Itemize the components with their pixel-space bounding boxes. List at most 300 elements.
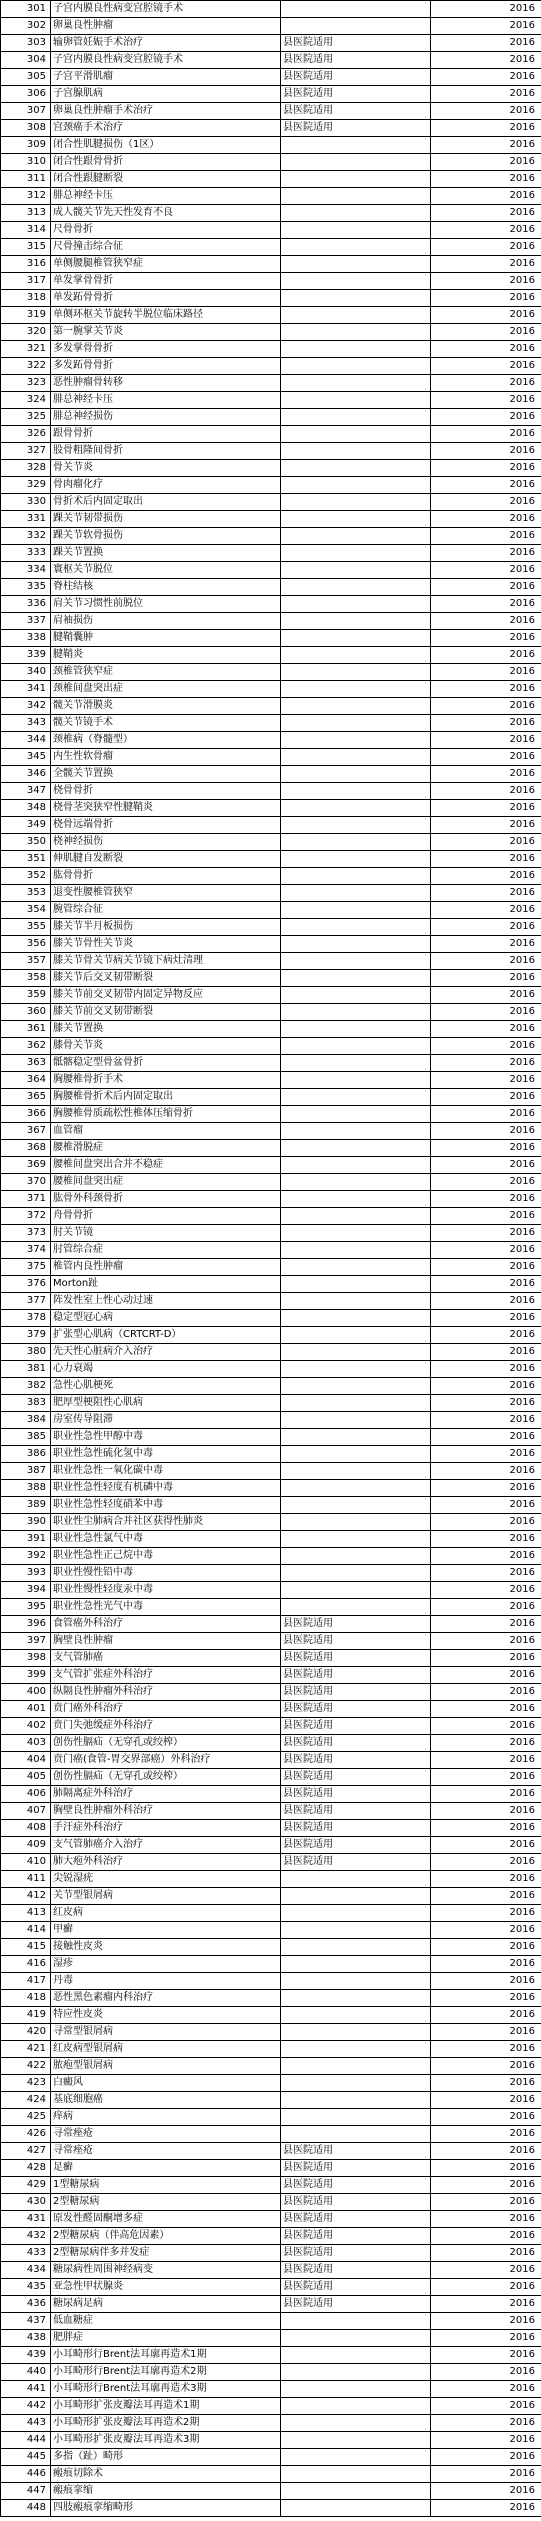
year: 2016	[431, 1667, 541, 1684]
pathway-name: 食管癌外科治疗	[51, 1616, 281, 1633]
table-row	[1, 511, 541, 528]
pathway-name: 职业性急性轻度有机磷中毒	[51, 1480, 281, 1497]
table-row	[1, 188, 541, 205]
table-row	[1, 1752, 541, 1769]
year: 2016	[431, 834, 541, 851]
pathway-name: 单发跖骨骨折	[51, 290, 281, 307]
year: 2016	[431, 664, 541, 681]
pathway-name: 膝关节骨关节病关节镜下病灶清理	[51, 953, 281, 970]
table-row	[1, 613, 541, 630]
row-number: 447	[1, 2483, 51, 2500]
table-row	[1, 1412, 541, 1429]
pathway-name: 小耳畸形扩张皮瓣法耳再造术1期	[51, 2398, 281, 2415]
year: 2016	[431, 1599, 541, 1616]
pathway-name: 腱鞘炎	[51, 647, 281, 664]
year: 2016	[431, 1514, 541, 1531]
row-number: 389	[1, 1497, 51, 1514]
table-row	[1, 409, 541, 426]
pathway-name: 桡神经损伤	[51, 834, 281, 851]
year: 2016	[431, 2330, 541, 2347]
pathway-name: 椎管内良性肿瘤	[51, 1259, 281, 1276]
table-row	[1, 1548, 541, 1565]
row-number: 445	[1, 2449, 51, 2466]
row-number: 397	[1, 1633, 51, 1650]
row-number: 331	[1, 511, 51, 528]
applicability-note	[281, 1055, 431, 1072]
year: 2016	[431, 2024, 541, 2041]
row-number: 306	[1, 86, 51, 103]
year: 2016	[431, 1429, 541, 1446]
row-number: 430	[1, 2194, 51, 2211]
pathway-name: 骶髂稳定型骨盆骨折	[51, 1055, 281, 1072]
table-row	[1, 2160, 541, 2177]
row-number: 356	[1, 936, 51, 953]
row-number: 442	[1, 2398, 51, 2415]
year: 2016	[431, 1225, 541, 1242]
row-number: 355	[1, 919, 51, 936]
row-number: 352	[1, 868, 51, 885]
row-number: 369	[1, 1157, 51, 1174]
table-row	[1, 868, 541, 885]
applicability-note	[281, 766, 431, 783]
table-row	[1, 698, 541, 715]
pathway-name: 小耳畸形扩张皮瓣法耳再造术2期	[51, 2415, 281, 2432]
table-row	[1, 2228, 541, 2245]
pathway-name: 全髋关节置换	[51, 766, 281, 783]
year: 2016	[431, 1276, 541, 1293]
applicability-note: 县医院适用	[281, 2143, 431, 2160]
table-row	[1, 154, 541, 171]
pathway-name: 职业性急性一氧化碳中毒	[51, 1463, 281, 1480]
table-row	[1, 1344, 541, 1361]
applicability-note	[281, 1905, 431, 1922]
applicability-note: 县医院适用	[281, 1701, 431, 1718]
row-number: 382	[1, 1378, 51, 1395]
row-number: 304	[1, 52, 51, 69]
year: 2016	[431, 2313, 541, 2330]
table-row	[1, 1089, 541, 1106]
applicability-note	[281, 817, 431, 834]
row-number: 345	[1, 749, 51, 766]
row-number: 400	[1, 1684, 51, 1701]
row-number: 408	[1, 1820, 51, 1837]
pathway-name: 胸壁良性肿瘤	[51, 1633, 281, 1650]
pathway-name: 骨折术后内固定取出	[51, 494, 281, 511]
pathway-name: 多发跖骨骨折	[51, 358, 281, 375]
table-row	[1, 630, 541, 647]
year: 2016	[431, 2143, 541, 2160]
row-number: 330	[1, 494, 51, 511]
year: 2016	[431, 1837, 541, 1854]
table-row	[1, 1718, 541, 1735]
pathway-name: 膝关节骨性关节炎	[51, 936, 281, 953]
applicability-note: 县医院适用	[281, 2211, 431, 2228]
year: 2016	[431, 256, 541, 273]
year: 2016	[431, 2381, 541, 2398]
pathway-name: 职业性急性轻度硝苯中毒	[51, 1497, 281, 1514]
table-row	[1, 1123, 541, 1140]
pathway-name: 肘管综合症	[51, 1242, 281, 1259]
year: 2016	[431, 1055, 541, 1072]
row-number: 437	[1, 2313, 51, 2330]
table-row	[1, 1378, 541, 1395]
row-number: 401	[1, 1701, 51, 1718]
pathway-name: 创伤性膈疝（无穿孔或绞榨）	[51, 1769, 281, 1786]
applicability-note	[281, 562, 431, 579]
table-row	[1, 1888, 541, 1905]
applicability-note	[281, 936, 431, 953]
applicability-note	[281, 2126, 431, 2143]
applicability-note	[281, 1293, 431, 1310]
year: 2016	[431, 2500, 541, 2517]
pathway-name: 踝关节韧带损伤	[51, 511, 281, 528]
row-number: 427	[1, 2143, 51, 2160]
year: 2016	[431, 222, 541, 239]
table-row	[1, 851, 541, 868]
applicability-note	[281, 137, 431, 154]
row-number: 308	[1, 120, 51, 137]
year: 2016	[431, 1633, 541, 1650]
table-row	[1, 885, 541, 902]
pathway-name: Morton趾	[51, 1276, 281, 1293]
applicability-note	[281, 154, 431, 171]
applicability-note	[281, 426, 431, 443]
table-row	[1, 2296, 541, 2313]
year: 2016	[431, 545, 541, 562]
year: 2016	[431, 1089, 541, 1106]
row-number: 423	[1, 2075, 51, 2092]
year: 2016	[431, 2432, 541, 2449]
applicability-note	[281, 2415, 431, 2432]
applicability-note	[281, 579, 431, 596]
pathway-name: 桡骨远端骨折	[51, 817, 281, 834]
year: 2016	[431, 1021, 541, 1038]
pathway-name: 糖尿病性周围神经病变	[51, 2262, 281, 2279]
applicability-note	[281, 2398, 431, 2415]
year: 2016	[431, 1463, 541, 1480]
pathway-name: 踝关节软骨损伤	[51, 528, 281, 545]
applicability-note: 县医院适用	[281, 2279, 431, 2296]
pathway-name: 1型糖尿病	[51, 2177, 281, 2194]
row-number: 317	[1, 273, 51, 290]
row-number: 337	[1, 613, 51, 630]
table-row	[1, 324, 541, 341]
applicability-note	[281, 1990, 431, 2007]
pathway-name: 贲门失弛缓症外科治疗	[51, 1718, 281, 1735]
year: 2016	[431, 86, 541, 103]
year: 2016	[431, 1242, 541, 1259]
pathway-name: 颈椎病（脊髓型）	[51, 732, 281, 749]
year: 2016	[431, 18, 541, 35]
row-number: 313	[1, 205, 51, 222]
pathway-name: 2型糖尿病伴多并发症	[51, 2245, 281, 2262]
table-row	[1, 1973, 541, 1990]
table-row	[1, 2075, 541, 2092]
applicability-note	[281, 970, 431, 987]
pathway-name: 子宫内膜良性病变宫腔镜手术	[51, 52, 281, 69]
year: 2016	[431, 494, 541, 511]
pathway-name: 肩关节习惯性前脱位	[51, 596, 281, 613]
year: 2016	[431, 2466, 541, 2483]
applicability-note: 县医院适用	[281, 2177, 431, 2194]
row-number: 305	[1, 69, 51, 86]
year: 2016	[431, 1820, 541, 1837]
year: 2016	[431, 2415, 541, 2432]
year: 2016	[431, 358, 541, 375]
year: 2016	[431, 35, 541, 52]
year: 2016	[431, 2007, 541, 2024]
applicability-note	[281, 953, 431, 970]
year: 2016	[431, 1548, 541, 1565]
row-number: 412	[1, 1888, 51, 1905]
year: 2016	[431, 1344, 541, 1361]
applicability-note	[281, 2024, 431, 2041]
row-number: 381	[1, 1361, 51, 1378]
row-number: 316	[1, 256, 51, 273]
pathway-name: 跟骨骨折	[51, 426, 281, 443]
table-row	[1, 1956, 541, 1973]
row-number: 376	[1, 1276, 51, 1293]
table-row	[1, 1514, 541, 1531]
applicability-note: 县医院适用	[281, 2160, 431, 2177]
row-number: 333	[1, 545, 51, 562]
table-row	[1, 1667, 541, 1684]
applicability-note	[281, 2109, 431, 2126]
pathway-name: 四肢瘢痕挛缩畸形	[51, 2500, 281, 2517]
applicability-note	[281, 1344, 431, 1361]
year: 2016	[431, 732, 541, 749]
table-row	[1, 970, 541, 987]
table-row	[1, 239, 541, 256]
year: 2016	[431, 2279, 541, 2296]
applicability-note	[281, 1548, 431, 1565]
row-number: 415	[1, 1939, 51, 1956]
applicability-note	[281, 2364, 431, 2381]
pathway-name: 支气管扩张症外科治疗	[51, 1667, 281, 1684]
year: 2016	[431, 290, 541, 307]
year: 2016	[431, 1871, 541, 1888]
pathway-name: 肥厚型梗阻性心肌病	[51, 1395, 281, 1412]
table-row	[1, 2109, 541, 2126]
row-number: 390	[1, 1514, 51, 1531]
row-number: 380	[1, 1344, 51, 1361]
pathway-name: 湿疹	[51, 1956, 281, 1973]
row-number: 440	[1, 2364, 51, 2381]
table-row	[1, 358, 541, 375]
pathway-name: 支气管肺癌	[51, 1650, 281, 1667]
row-number: 393	[1, 1565, 51, 1582]
applicability-note: 县医院适用	[281, 1854, 431, 1871]
applicability-note	[281, 2483, 431, 2500]
table-row	[1, 69, 541, 86]
row-number: 421	[1, 2041, 51, 2058]
row-number: 417	[1, 1973, 51, 1990]
row-number: 375	[1, 1259, 51, 1276]
year: 2016	[431, 460, 541, 477]
table-row	[1, 443, 541, 460]
pathway-name: 伸肌腱自发断裂	[51, 851, 281, 868]
row-number: 446	[1, 2466, 51, 2483]
row-number: 351	[1, 851, 51, 868]
applicability-note	[281, 375, 431, 392]
year: 2016	[431, 1888, 541, 1905]
row-number: 335	[1, 579, 51, 596]
year: 2016	[431, 2228, 541, 2245]
pathway-name: 关节型银屑病	[51, 1888, 281, 1905]
year: 2016	[431, 1616, 541, 1633]
row-number: 392	[1, 1548, 51, 1565]
row-number: 383	[1, 1395, 51, 1412]
applicability-note	[281, 2347, 431, 2364]
year: 2016	[431, 1140, 541, 1157]
row-number: 319	[1, 307, 51, 324]
table-row	[1, 1310, 541, 1327]
pathway-name: 足癣	[51, 2160, 281, 2177]
applicability-note	[281, 613, 431, 630]
pathway-name: 尺骨撞击综合征	[51, 239, 281, 256]
pathway-name: 闭合性跟骨骨折	[51, 154, 281, 171]
year: 2016	[431, 2194, 541, 2211]
row-number: 342	[1, 698, 51, 715]
applicability-note	[281, 681, 431, 698]
pathway-name: 房室传导阻滞	[51, 1412, 281, 1429]
row-number: 398	[1, 1650, 51, 1667]
pathway-name: 踝关节置换	[51, 545, 281, 562]
applicability-note	[281, 256, 431, 273]
table-row	[1, 1361, 541, 1378]
table-row	[1, 936, 541, 953]
table-row	[1, 1837, 541, 1854]
row-number: 385	[1, 1429, 51, 1446]
pathway-name: 寻常痤疮	[51, 2143, 281, 2160]
applicability-note	[281, 698, 431, 715]
year: 2016	[431, 868, 541, 885]
applicability-note	[281, 715, 431, 732]
applicability-note	[281, 1, 431, 18]
pathway-name: 单侧环枢关节旋转半脱位临床路径	[51, 307, 281, 324]
row-number: 318	[1, 290, 51, 307]
table-row	[1, 375, 541, 392]
applicability-note	[281, 1888, 431, 1905]
applicability-note	[281, 494, 431, 511]
table-row	[1, 120, 541, 137]
row-number: 320	[1, 324, 51, 341]
pathway-name: 第一腕掌关节炎	[51, 324, 281, 341]
row-number: 404	[1, 1752, 51, 1769]
pathway-name: 肺隔离症外科治疗	[51, 1786, 281, 1803]
pathway-name: 小耳畸形行Brent法耳廓再造术3期	[51, 2381, 281, 2398]
year: 2016	[431, 1718, 541, 1735]
pathway-name: 创伤性膈疝（无穿孔或绞榨）	[51, 1735, 281, 1752]
row-number: 396	[1, 1616, 51, 1633]
row-number: 301	[1, 1, 51, 18]
year: 2016	[431, 188, 541, 205]
row-number: 366	[1, 1106, 51, 1123]
row-number: 339	[1, 647, 51, 664]
row-number: 323	[1, 375, 51, 392]
applicability-note	[281, 1361, 431, 1378]
table-row	[1, 1786, 541, 1803]
year: 2016	[431, 1378, 541, 1395]
row-number: 373	[1, 1225, 51, 1242]
pathway-name: 职业性尘肺病合并社区获得性肺炎	[51, 1514, 281, 1531]
row-number: 422	[1, 2058, 51, 2075]
year: 2016	[431, 2075, 541, 2092]
row-number: 416	[1, 1956, 51, 1973]
table-row	[1, 460, 541, 477]
year: 2016	[431, 851, 541, 868]
row-number: 405	[1, 1769, 51, 1786]
table-body	[1, 1, 541, 2517]
applicability-note	[281, 1531, 431, 1548]
applicability-note	[281, 2007, 431, 2024]
year: 2016	[431, 205, 541, 222]
row-number: 312	[1, 188, 51, 205]
row-number: 361	[1, 1021, 51, 1038]
applicability-note	[281, 2449, 431, 2466]
applicability-note	[281, 1939, 431, 1956]
pathway-name: 腓总神经损伤	[51, 409, 281, 426]
applicability-note	[281, 1106, 431, 1123]
table-row	[1, 1191, 541, 1208]
pathway-name: 甲癣	[51, 1922, 281, 1939]
row-number: 448	[1, 2500, 51, 2517]
pathway-name: 胸腰椎骨质疏松性椎体压缩骨折	[51, 1106, 281, 1123]
row-number: 321	[1, 341, 51, 358]
applicability-note	[281, 1956, 431, 1973]
table-row	[1, 2177, 541, 2194]
year: 2016	[431, 1361, 541, 1378]
table-row	[1, 2449, 541, 2466]
table-row	[1, 86, 541, 103]
table-row	[1, 1106, 541, 1123]
pathway-name: 卵巢良性肿瘤	[51, 18, 281, 35]
year: 2016	[431, 52, 541, 69]
table-row	[1, 341, 541, 358]
applicability-note	[281, 1191, 431, 1208]
table-row	[1, 2007, 541, 2024]
applicability-note	[281, 1973, 431, 1990]
applicability-note: 县医院适用	[281, 1786, 431, 1803]
year: 2016	[431, 970, 541, 987]
year: 2016	[431, 273, 541, 290]
applicability-note	[281, 1021, 431, 1038]
row-number: 387	[1, 1463, 51, 1480]
row-number: 310	[1, 154, 51, 171]
row-number: 378	[1, 1310, 51, 1327]
applicability-note	[281, 171, 431, 188]
table-row	[1, 1735, 541, 1752]
table-row	[1, 1701, 541, 1718]
year: 2016	[431, 1497, 541, 1514]
year: 2016	[431, 1531, 541, 1548]
year: 2016	[431, 1769, 541, 1786]
pathway-name: 特应性皮炎	[51, 2007, 281, 2024]
applicability-note	[281, 1225, 431, 1242]
year: 2016	[431, 1701, 541, 1718]
row-number: 391	[1, 1531, 51, 1548]
year: 2016	[431, 1480, 541, 1497]
table-row	[1, 35, 541, 52]
table-row	[1, 494, 541, 511]
year: 2016	[431, 596, 541, 613]
pathway-name: 红皮病	[51, 1905, 281, 1922]
row-number: 441	[1, 2381, 51, 2398]
applicability-note: 县医院适用	[281, 1735, 431, 1752]
pathway-name: 膝骨关节炎	[51, 1038, 281, 1055]
table-row	[1, 1293, 541, 1310]
row-number: 350	[1, 834, 51, 851]
